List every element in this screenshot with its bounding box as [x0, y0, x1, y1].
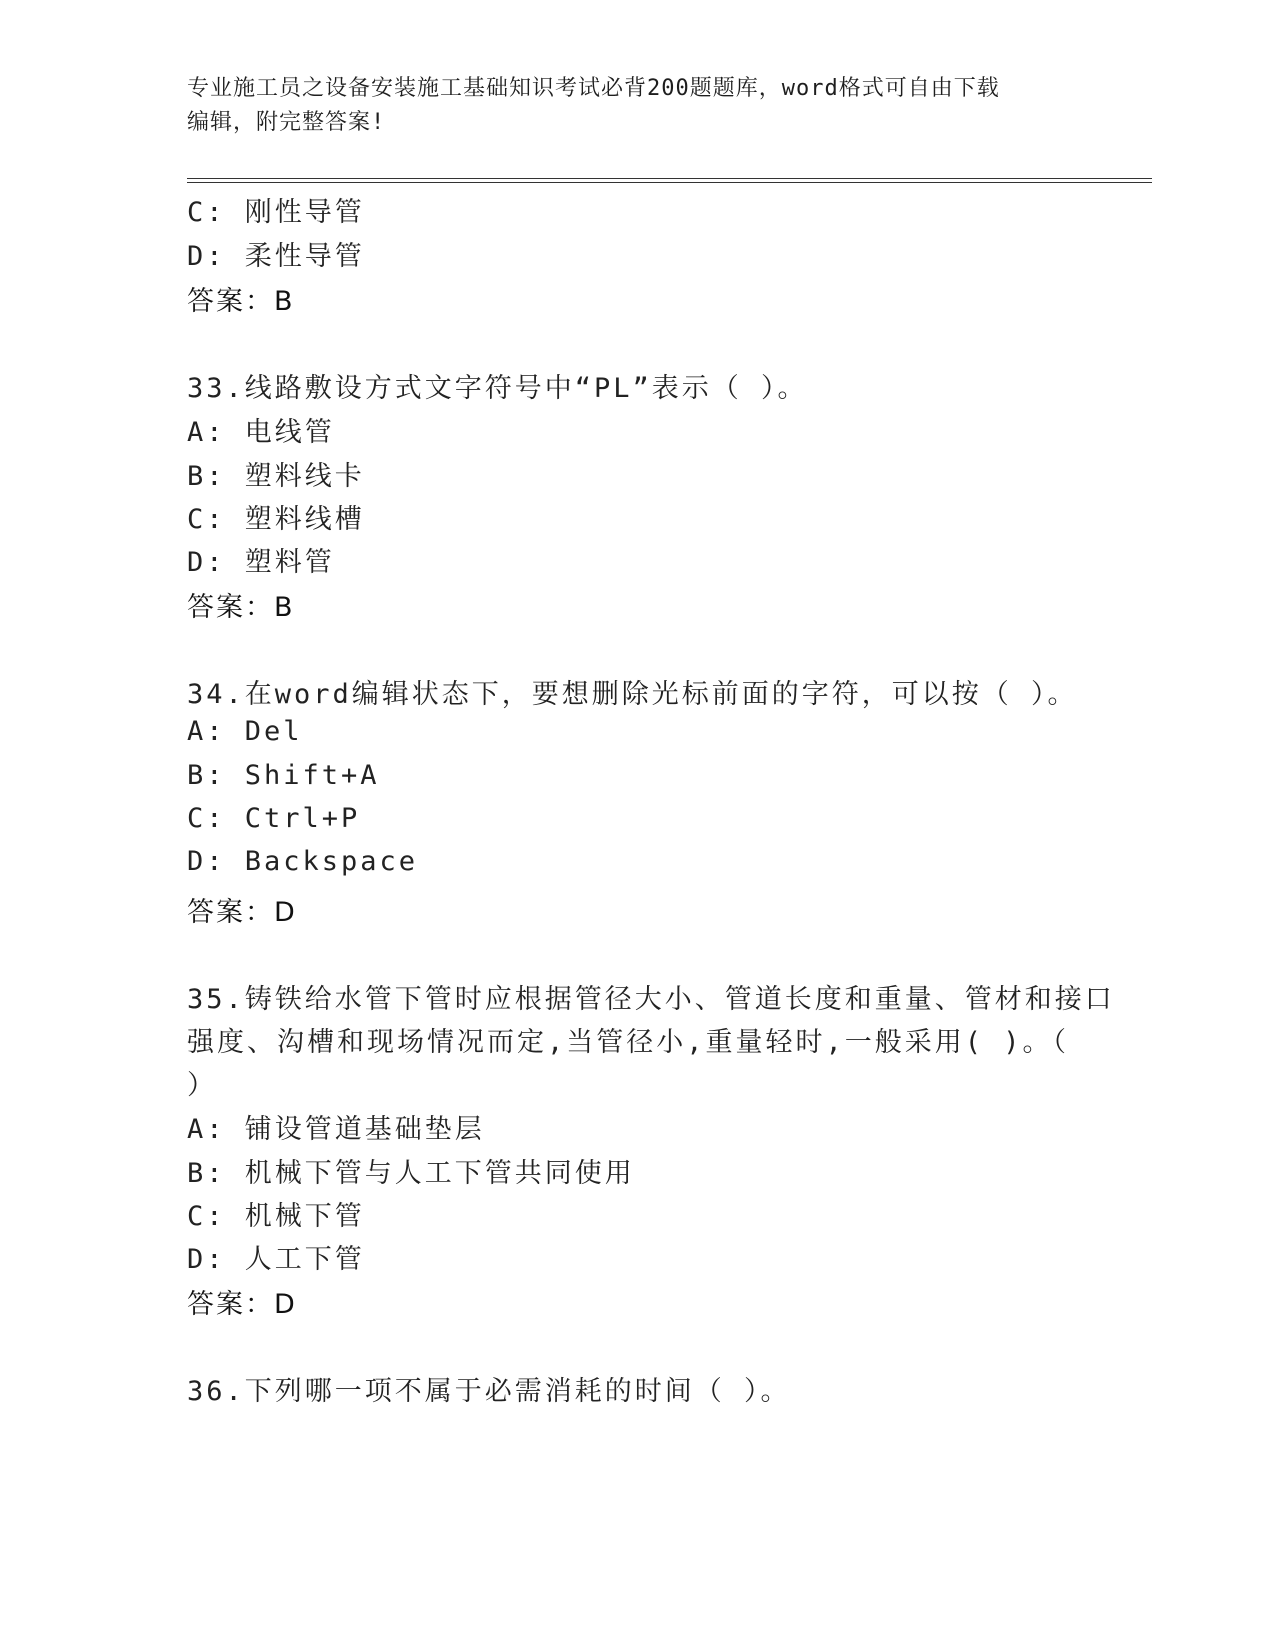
title-line-1: 专业施工员之设备安装施工基础知识考试必背200题题库，word格式可自由下载 [187, 76, 1000, 101]
q34-option-a: A: Del [187, 716, 303, 747]
title-line-2: 编辑，附完整答案! [187, 110, 386, 135]
q32-option-c: C: 刚性导管 [187, 197, 365, 228]
document-title [187, 72, 1087, 140]
q36-question: 36.下列哪一项不属于必需消耗的时间（ ）。 [187, 1376, 791, 1407]
q33-option-c: C: 塑料线槽 [187, 504, 365, 535]
q33-answer: 答案：B [187, 592, 295, 623]
q33-option-d: D: 塑料管 [187, 547, 335, 578]
q32-answer: 答案：B [187, 286, 295, 317]
q35-option-c: C: 机械下管 [187, 1201, 365, 1232]
q33-question: 33.线路敷设方式文字符号中“PL”表示（ ）。 [187, 373, 808, 404]
q35-question-line-1: 35.铸铁给水管下管时应根据管径大小、管道长度和重量、管材和接口 [187, 984, 1115, 1015]
q33-option-b: B: 塑料线卡 [187, 461, 365, 492]
q35-answer: 答案：D [187, 1289, 297, 1320]
q34-option-d: D: Backspace [187, 846, 419, 877]
q35-option-b: B: 机械下管与人工下管共同使用 [187, 1158, 635, 1189]
q34-option-b: B: Shift+A [187, 760, 380, 791]
q35-option-a: A: 铺设管道基础垫层 [187, 1114, 485, 1145]
q35-question-line-3: ） [187, 1070, 217, 1101]
q35-question-line-2: 强度、沟槽和现场情况而定,当管径小,重量轻时,一般采用( )。（ [187, 1027, 1070, 1058]
q32-option-d: D: 柔性导管 [187, 241, 365, 272]
header-double-rule [187, 178, 1152, 183]
q35-option-d: D: 人工下管 [187, 1244, 365, 1275]
q34-question: 34.在word编辑状态下，要想删除光标前面的字符，可以按（ ）。 [187, 679, 1078, 710]
q34-answer: 答案：D [187, 897, 297, 928]
q33-option-a: A: 电线管 [187, 417, 335, 448]
q34-option-c: C: Ctrl+P [187, 803, 361, 834]
